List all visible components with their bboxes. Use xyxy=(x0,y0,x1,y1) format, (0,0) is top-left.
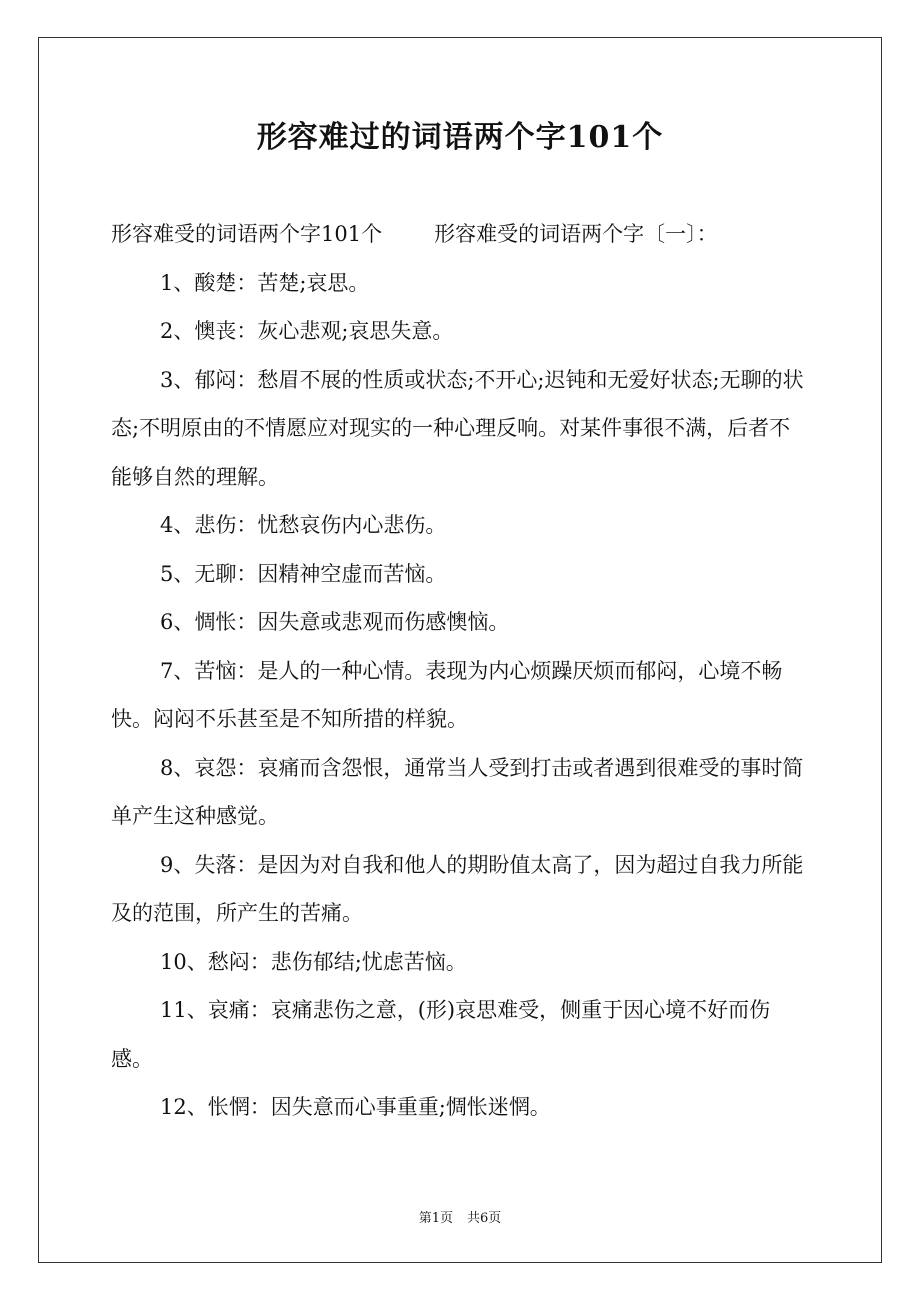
entry-6: 6、惆怅：因失意或悲观而伤感懊恼。 xyxy=(160,610,510,634)
entry-1: 1、酸楚：苦楚;哀思。 xyxy=(160,270,370,295)
entry-8: 8、哀怨：哀痛而含怨恨，通常当人受到打击或者遇到很难受的事时简单产生这种感觉。 xyxy=(111,755,804,828)
page-footer xyxy=(0,1207,920,1226)
intro-left-text: 形容难受的词语两个字101个 xyxy=(111,222,383,246)
entry-12: 12、怅惘：因失意而心事重重;惆怅迷惘。 xyxy=(160,1095,551,1119)
intro-paragraph xyxy=(111,210,811,259)
page-total: 共6页 xyxy=(467,1211,502,1226)
entry-5: 5、无聊：因精神空虚而苦恼。 xyxy=(160,561,447,586)
entry-2: 2、懊丧：灰心悲观;哀思失意。 xyxy=(160,319,454,343)
document-title: 形容难过的词语两个字101个 xyxy=(256,120,664,155)
document-body xyxy=(111,210,811,1132)
entry-11: 11、哀痛：哀痛悲伤之意，(形)哀思难受，侧重于因心境不好而伤感。 xyxy=(111,998,771,1071)
page-number: 第1页 xyxy=(418,1211,453,1226)
entry-7: 7、苦恼：是人的一种心情。表现为内心烦躁厌烦而郁闷，心境不畅快。闷闷不乐甚至是不知所措的样貌。 xyxy=(111,658,783,731)
entry-9: 9、失落：是因为对自我和他人的期盼值太高了，因为超过自我力所能及的范围，所产生的苦痛。 xyxy=(111,852,804,925)
entry-3: 3、郁闷：愁眉不展的性质或状态;不开心;迟钝和无爱好状态;无聊的状态;不明原由的不情愿应对现实的一种心理反响。对某件事很不满，后者不能够自然的理解。 xyxy=(111,367,804,489)
entry-10: 10、愁闷：悲伤郁结;忧虑苦恼。 xyxy=(160,949,467,974)
entry-4: 4、悲伤：忧愁哀伤内心悲伤。 xyxy=(160,513,447,537)
intro-right-text: 形容难受的词语两个字〔一〕： xyxy=(434,222,718,246)
